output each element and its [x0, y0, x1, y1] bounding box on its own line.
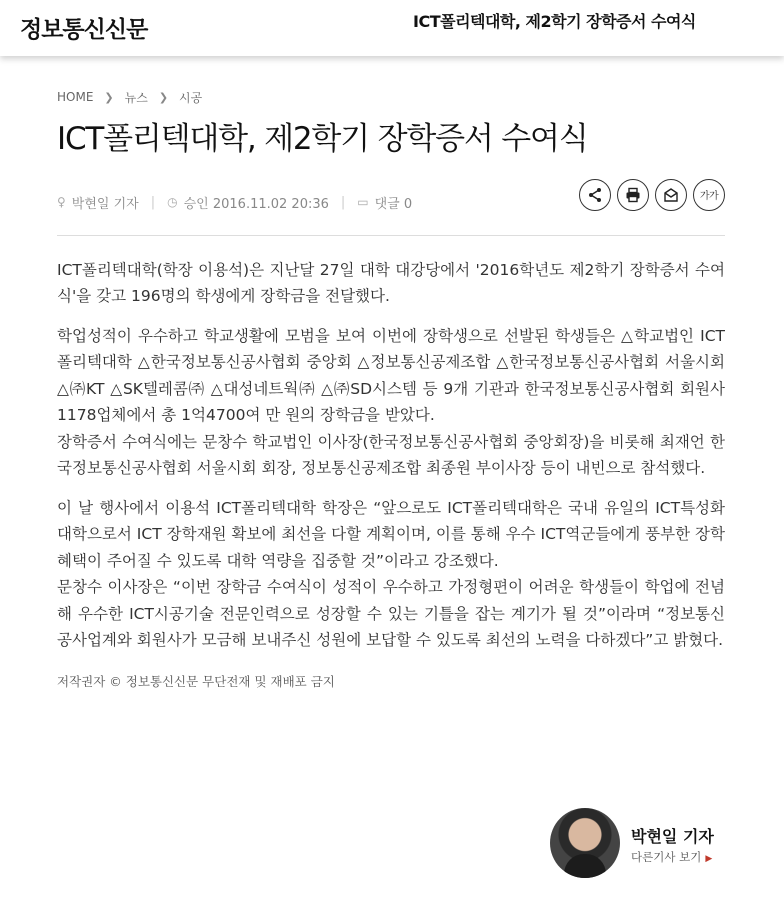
site-logo[interactable]: 정보통신신문: [20, 16, 148, 43]
author-byline[interactable]: 박현일 기자: [71, 196, 139, 212]
breadcrumb-home[interactable]: HOME: [57, 90, 94, 104]
email-button[interactable]: [655, 179, 687, 211]
mail-icon: [663, 187, 679, 203]
approved-time: 승인 2016.11.02 20:36: [183, 196, 329, 212]
print-button[interactable]: [617, 179, 649, 211]
comment-icon: ▭: [357, 195, 369, 210]
breadcrumb: [57, 88, 725, 106]
more-articles-label: 다른기사 보기: [631, 850, 702, 864]
more-articles-link[interactable]: [631, 849, 712, 865]
article-paragraph: ICT폴리텍대학(학장 이용석)은 지난달 27일 대학 대강당에서 '2016학년도 제2학기 장학증서 수여식'을 갖고 196명의 학생에게 장학금을 전달했다.: [57, 260, 725, 306]
caret-right-icon: ▶: [705, 854, 713, 864]
share-icon: [587, 187, 603, 203]
copyright-notice: 저작권자 © 정보통신신문 무단전재 및 재배포 금지: [57, 673, 335, 689]
author-avatar[interactable]: [550, 808, 620, 878]
user-icon: ♀: [57, 195, 66, 210]
sticky-article-title: ICT폴리텍대학, 제2학기 장학증서 수여식: [413, 12, 696, 31]
printer-icon: [625, 187, 641, 203]
divider: |: [150, 194, 156, 210]
comment-count[interactable]: 댓글 0: [374, 196, 413, 212]
article-meta: [57, 183, 725, 227]
breadcrumb-news[interactable]: 뉴스: [124, 90, 148, 105]
divider-line: [57, 235, 725, 236]
font-size-button[interactable]: [693, 179, 725, 211]
chevron-right-icon: ❯: [104, 90, 114, 104]
article-paragraph: 학업성적이 우수하고 학교생활에 모범을 보여 이번에 장학생으로 선발된 학생들은 △학교법인 ICT폴리텍대학 △한국정보통신공사협회 중앙회 △정보통신공제조합 △한국정보통신공사협회 서울시회 △㈜KT △SK텔레콤㈜ △대성네트웍㈜ △㈜SD시스템 등 9개 기관과 한국정보통신공사협회 회원사 1178업체에서 총 1억4700여 만 원의 장학금을 받았다. 장학증서 수여식에는 문창수 학교법인 이사장(한국정보통신공사협회 중앙회장)을 비롯해 최재언 한국정보통신공사협회 서울시회 회장, 정보통신공제조합 최종원 부이사장 등이 내빈으로 참석했다.: [57, 326, 725, 478]
article-container: [57, 88, 725, 690]
author-name[interactable]: 박현일 기자: [631, 827, 714, 846]
divider: |: [340, 194, 346, 210]
article-headline: ICT폴리텍대학, 제2학기 장학증서 수여식: [57, 121, 588, 157]
article-paragraph: 이 날 행사에서 이용석 ICT폴리텍대학 학장은 “앞으로도 ICT폴리텍대학은 국내 유일의 ICT특성화 대학으로서 ICT 장학재원 확보에 최선을 다할 계획이며, 이를 통해 우수 ICT역군들에게 풍부한 장학혜택이 주어질 수 있도록 대학 역량을 집중할 것”이라고 강조했다. 문창수 이사장은 “이번 장학금 수여식이 성적이 우수하고 가정형편이 어려운 학생들이 학업에 전념해 우수한 ICT시공기술 전문인력으로 성장할 수 있는 기틀을 잡는 계기가 될 것”이라며 “정보통신공사업계와 회원사가 모금해 보내주신 성원에 보답할 수 있도록 최선의 노력을 다하겠다”고 밝혔다.: [57, 498, 725, 650]
chevron-right-icon: ❯: [158, 90, 169, 104]
font-size-label: 가가: [699, 191, 719, 203]
article-body: [57, 257, 725, 654]
share-button[interactable]: [579, 179, 611, 211]
breadcrumb-construction[interactable]: 시공: [179, 90, 203, 105]
top-bar: [0, 0, 784, 56]
article-tools: [579, 179, 725, 211]
author-box: [550, 808, 750, 878]
clock-icon: ◷: [167, 195, 178, 210]
